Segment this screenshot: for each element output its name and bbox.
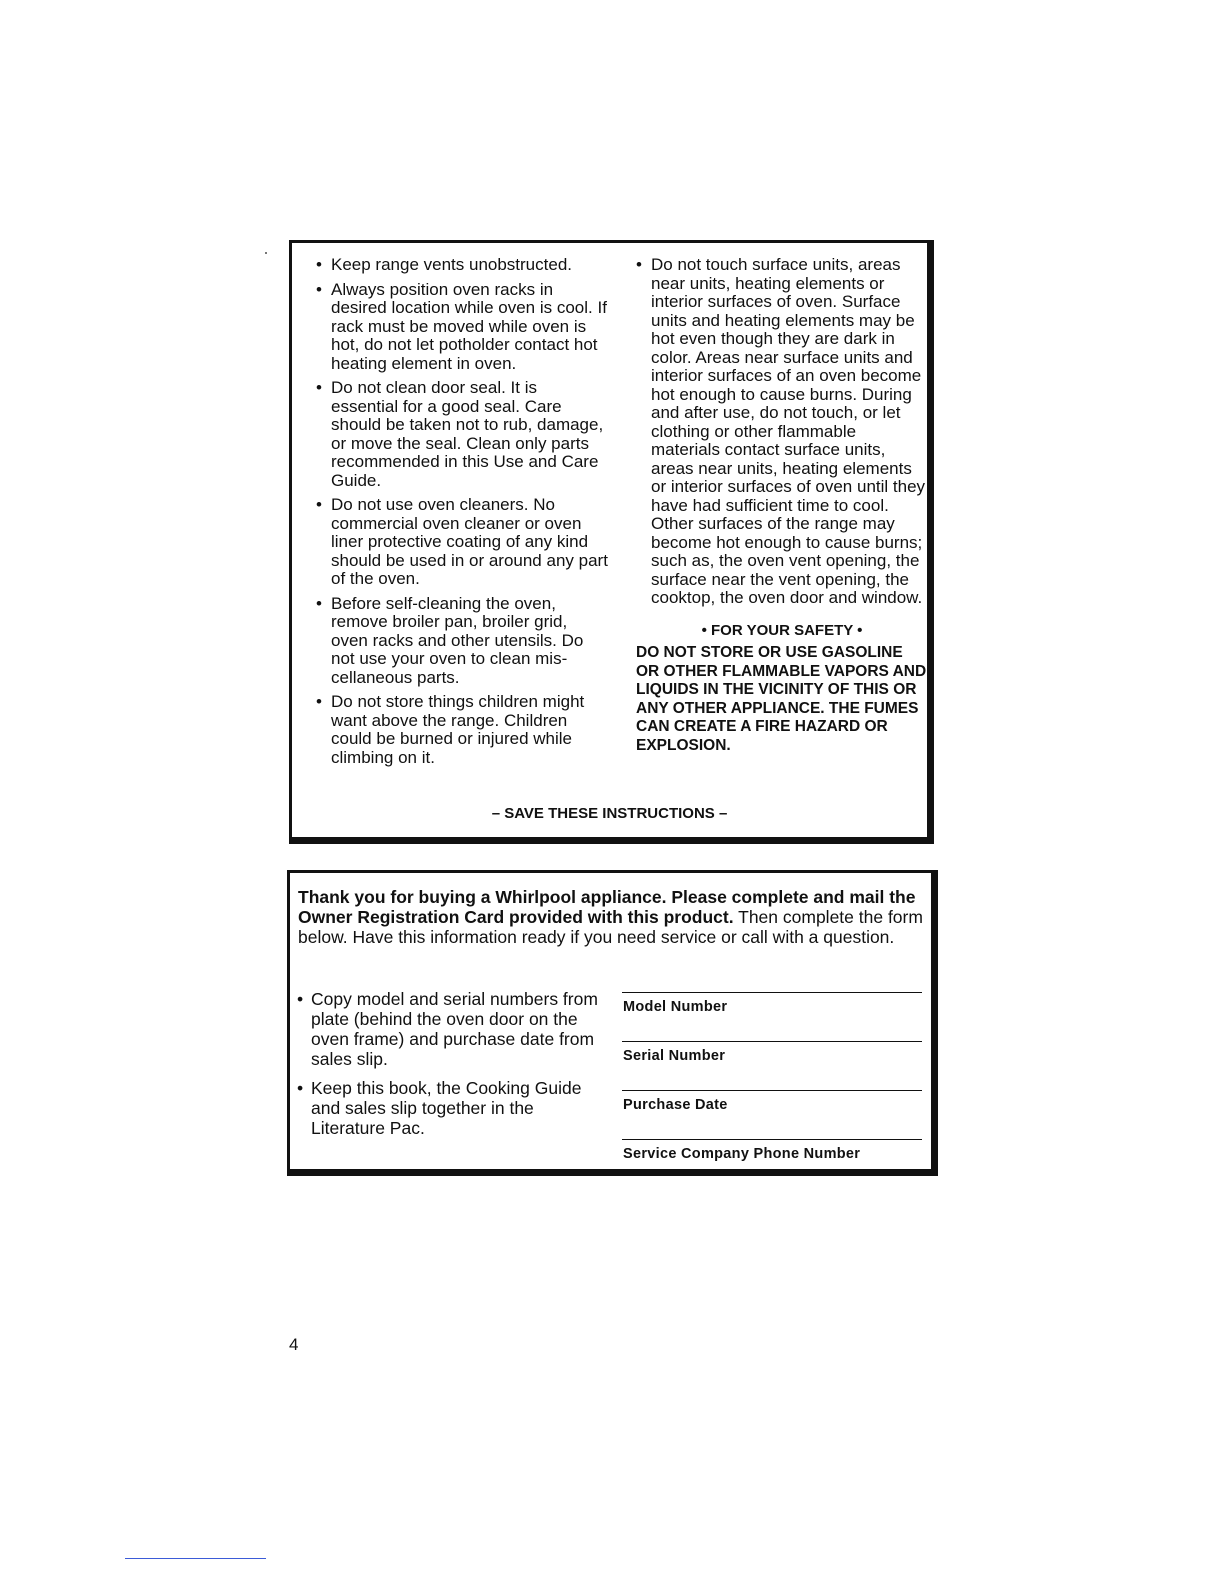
- service-phone-field[interactable]: [622, 1139, 922, 1188]
- model-number-field[interactable]: [622, 992, 922, 1041]
- list-item-text: Always position oven racks in desired location while oven is cool. If rack must be moved while oven is hot, do not let potholder contact hot heating element in oven.: [331, 279, 607, 373]
- list-item: [316, 379, 608, 490]
- list-item-text: Before self-cleaning the oven, remove broiler pan, broiler grid, oven racks and other utensils. Do not use your oven to clean mis-cellaneous parts.: [331, 593, 584, 687]
- list-item-text: Do not touch surface units, areas near units, heating elements or interior surfaces of oven. Surface units and heating elements may be hot even though they are dark in color. Areas near surface units and interior surfaces of an oven become hot enough to cause burns. During and after use, do not touch, or let clothing or other flammable materials contact surface units, areas near units, heating elements or interior surfaces of oven until they have had sufficient time to cool. Other surfaces of the range may become hot enough to cause burns; such as, the oven vent opening, the surface near the vent opening, the cooktop, the oven door and window.: [651, 255, 926, 607]
- bullet-icon: •: [316, 255, 322, 274]
- safety-right-column: [636, 256, 928, 755]
- bullet-icon: •: [316, 279, 322, 299]
- registration-form: [622, 992, 922, 1188]
- page-number: 4: [289, 1335, 299, 1354]
- safety-warning: DO NOT STORE OR USE GASOLINE OR OTHER FLAMMABLE VAPORS AND LIQUIDS IN THE VICINITY OF THIS OR ANY OTHER APPLIANCE. THE FUMES CAN CREATE A FIRE HAZARD OR EXPLOSION.: [636, 644, 927, 754]
- list-item-text: Do not store things children might want above the range. Children could be burned or injured while climbing on it.: [331, 692, 585, 767]
- registration-box: [287, 870, 938, 1176]
- registration-intro-normal: Then complete the form below. Have this information ready if you need service or call with a question.: [298, 907, 923, 947]
- list-item: [316, 595, 608, 688]
- bullet-icon: •: [316, 593, 322, 613]
- list-item: [297, 989, 602, 1069]
- bullet-icon: •: [297, 989, 304, 1009]
- right-bullet-list: [636, 256, 928, 608]
- registration-bullet-list: [297, 989, 602, 1138]
- bullet-icon: •: [297, 1078, 304, 1098]
- list-item: [316, 256, 608, 275]
- bullet-icon: •: [316, 378, 322, 397]
- list-item-text: Do not clean door seal. It is essential for a good seal. Care should be taken not to rub, damage, or move the seal. Clean only parts recommended in this Use and Care Guide.: [331, 378, 604, 490]
- footer-rule: [125, 1558, 266, 1559]
- stray-mark: [265, 252, 267, 254]
- list-item: [636, 256, 928, 608]
- field-label: Purchase Date: [623, 1097, 728, 1113]
- list-item-text: Do not use oven cleaners. No commercial oven cleaner or oven liner protective coating of any kind should be used in or around any part of the oven.: [331, 495, 608, 588]
- bullet-icon: •: [316, 495, 322, 514]
- save-instructions-footer: – SAVE THESE INSTRUCTIONS –: [491, 805, 728, 822]
- registration-instructions: [297, 989, 602, 1147]
- list-item: [297, 1078, 602, 1138]
- safety-left-column: [316, 256, 608, 773]
- field-label: Serial Number: [623, 1048, 726, 1064]
- list-item: [316, 496, 608, 589]
- bullet-icon: •: [316, 692, 322, 711]
- registration-intro-bold: Thank you for buying a Whirlpool appliance. Please complete and mail the Owner Registration Card provided with this product.: [298, 887, 916, 927]
- registration-intro: [298, 887, 930, 947]
- serial-number-field[interactable]: [622, 1041, 922, 1090]
- list-item: [316, 281, 608, 374]
- field-label: Service Company Phone Number: [623, 1146, 861, 1162]
- list-item-text: Keep this book, the Cooking Guide and sales slip together in the Literature Pac.: [311, 1078, 582, 1138]
- left-bullet-list: [316, 256, 608, 767]
- field-label: Model Number: [623, 999, 728, 1015]
- list-item-text: Keep range vents unobstructed.: [331, 255, 572, 274]
- bullet-icon: •: [636, 255, 642, 274]
- purchase-date-field[interactable]: [622, 1090, 922, 1139]
- safety-instructions-box: [289, 240, 934, 844]
- safety-heading: • FOR YOUR SAFETY •: [701, 621, 863, 639]
- list-item: [316, 693, 608, 767]
- list-item-text: Copy model and serial numbers from plate (behind the oven door on the oven frame) and purchase date from sales slip.: [311, 989, 598, 1069]
